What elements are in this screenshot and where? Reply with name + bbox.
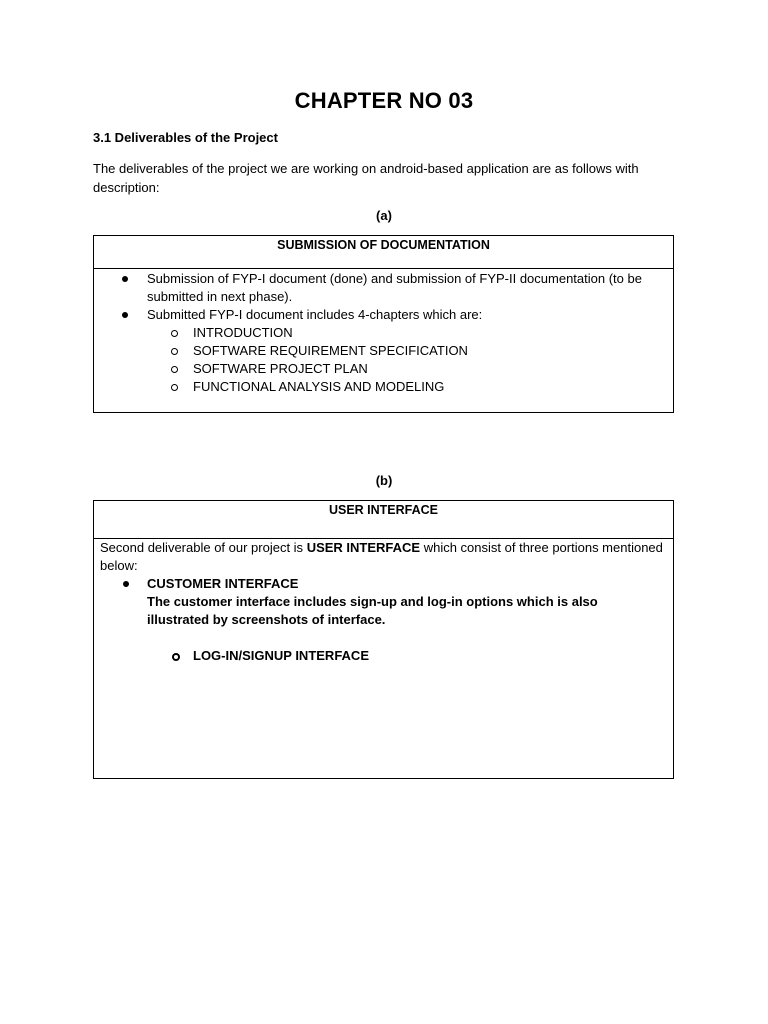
list-item: [100, 575, 663, 629]
section-heading: 3.1 Deliverables of the Project: [93, 130, 278, 145]
list-item-text: SOFTWARE PROJECT PLAN: [193, 361, 368, 376]
bullet-icon: [122, 276, 128, 282]
table-b-sub-list: [100, 647, 663, 665]
table-b-intro: [100, 539, 663, 575]
table-a-header: SUBMISSION OF DOCUMENTATION: [94, 236, 673, 269]
list-item-text: Submitted FYP-I document includes 4-chapters which are:: [147, 307, 483, 322]
intro-text-start: Second deliverable of our project is: [100, 540, 307, 555]
table-a-label: (a): [376, 208, 392, 223]
list-item-text: SOFTWARE REQUIREMENT SPECIFICATION: [193, 343, 468, 358]
table-a-body: [94, 269, 673, 396]
circle-bullet-icon: [171, 330, 178, 337]
list-item-text: Submission of FYP-I document (done) and submission of FYP-II documentation (to be submitted in next phase).: [147, 271, 642, 304]
chapter-title: CHAPTER NO 03: [294, 88, 474, 113]
bullet-icon: [122, 312, 128, 318]
customer-interface-title: CUSTOMER INTERFACE: [147, 576, 299, 591]
intro-paragraph: The deliverables of the project we are working on android-based application are as follows with description:: [93, 161, 639, 195]
list-item: [100, 647, 663, 665]
table-a-sub-list: [94, 324, 673, 396]
list-item-text: INTRODUCTION: [193, 325, 293, 340]
table-b-label: (b): [375, 473, 393, 488]
table-b-body: [94, 539, 673, 665]
list-item: [94, 270, 673, 306]
list-item: [94, 342, 673, 360]
table-b-bullet-list: [100, 575, 663, 629]
table-a: [93, 235, 674, 413]
intro-text-bold: USER INTERFACE: [306, 540, 421, 555]
list-item: [94, 306, 673, 324]
circle-bullet-icon: [172, 653, 180, 661]
list-item: [94, 324, 673, 342]
circle-bullet-icon: [171, 366, 178, 373]
bullet-icon: [123, 581, 129, 587]
table-b-header: USER INTERFACE: [94, 501, 673, 539]
table-b: [93, 500, 674, 779]
circle-bullet-icon: [171, 348, 178, 355]
list-item-text: LOG-IN/SIGNUP INTERFACE: [193, 648, 369, 663]
customer-interface-description: The customer interface includes sign-up and log-in options which is also illustrated by screenshots of interface.: [147, 594, 598, 627]
table-a-bullet-list: [94, 270, 673, 324]
list-item-text: FUNCTIONAL ANALYSIS AND MODELING: [193, 379, 445, 394]
circle-bullet-icon: [171, 384, 178, 391]
intro-text-end: which consist of three portions mentioned below:: [100, 540, 663, 573]
list-item: [94, 378, 673, 396]
list-item: [94, 360, 673, 378]
